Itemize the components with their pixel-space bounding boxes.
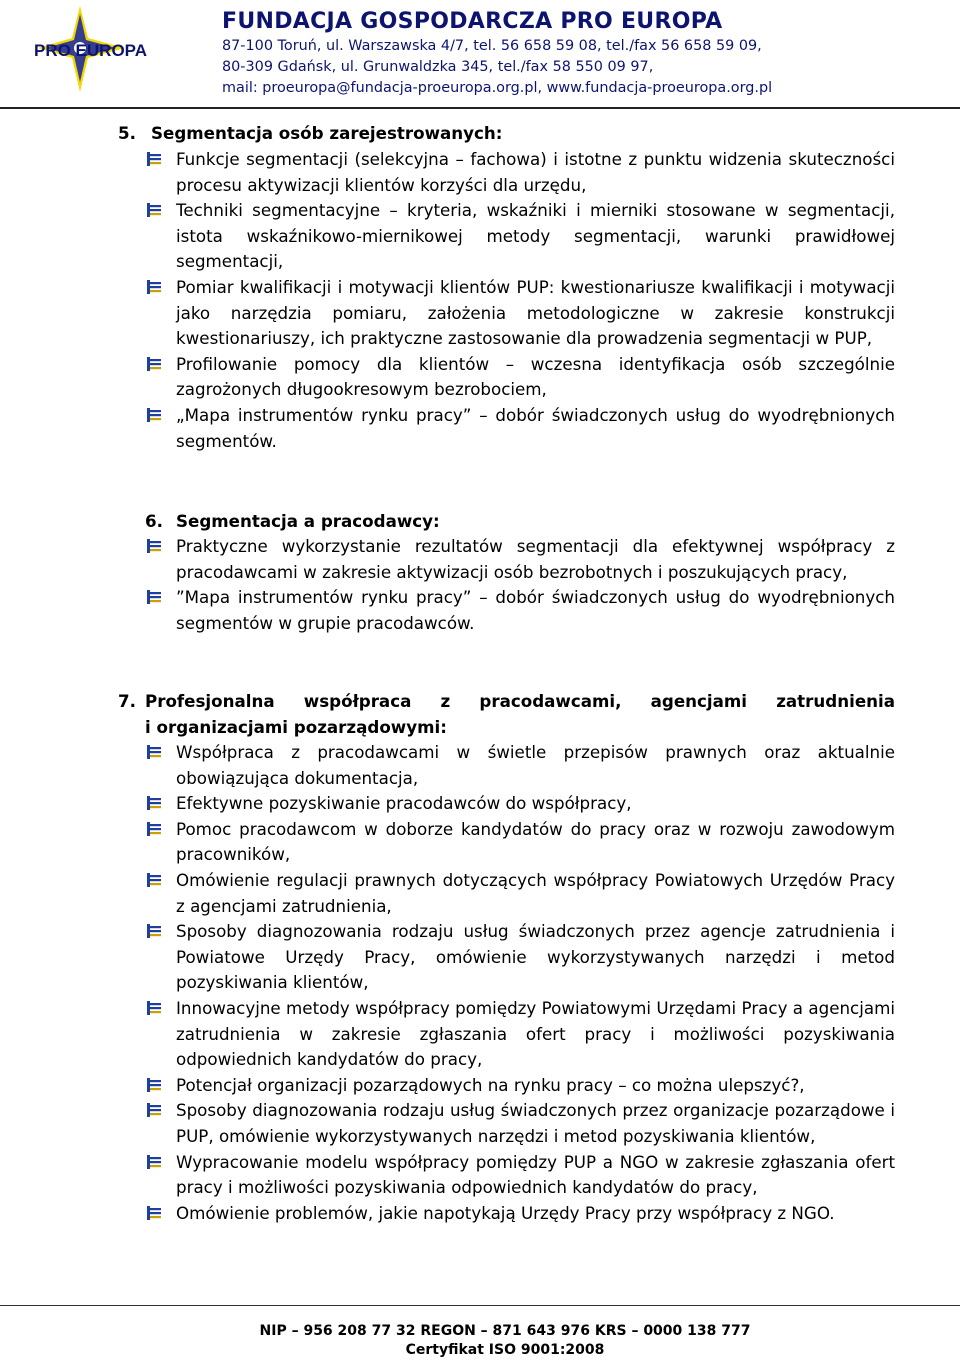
section-number: 5. [118, 123, 136, 143]
section-6-list [145, 534, 895, 636]
list-item: Funkcje segmentacji (selekcyjna – fachowa) i istotne z punktu widzenia skuteczności procesu aktywizacji klientów korzyści dla urzędu, [145, 147, 895, 198]
list-item: Omówienie problemów, jakie napotykają Urzędy Pracy przy współpracy z NGO. [145, 1201, 895, 1227]
bullet-icon [147, 1155, 163, 1169]
list-item: Sposoby diagnozowania rodzaju usług świadczonych przez organizacje pozarządowe i PUP, omówienie wykorzystywanych narzędzi i metod pozyskiwania klientów, [145, 1098, 895, 1149]
list-item: Pomoc pracodawcom w doborze kandydatów do pracy oraz w rozwoju zawodowym pracowników, [145, 817, 895, 868]
footer-divider [0, 1305, 960, 1306]
bullet-icon [147, 822, 163, 836]
bullet-icon [147, 590, 163, 604]
bullet-icon [147, 924, 163, 938]
logo-text: PRO EUROPA [34, 41, 148, 60]
bullet-icon [147, 1001, 163, 1015]
list-item: Praktyczne wykorzystanie rezultatów segmentacji dla efektywnej współpracy z pracodawcami w zakresie aktywizacji osób bezrobotnych i poszukujących pracy, [145, 534, 895, 585]
address-gdansk: 80-309 Gdańsk, ul. Grunwaldzka 345, tel./fax 58 550 09 97, [222, 59, 654, 75]
section-number: 6. [145, 511, 163, 531]
list-item: Efektywne pozyskiwanie pracodawców do współpracy, [145, 791, 895, 817]
iso-certificate: Certyfikat ISO 9001:2008 [405, 1342, 605, 1358]
bullet-icon [147, 796, 163, 810]
list-item: Wypracowanie modelu współpracy pomiędzy PUP a NGO w zakresie zgłaszania ofert pracy i możliwości pozyskiwania odpowiednich kandydatów do pracy, [145, 1150, 895, 1201]
bullet-icon [147, 152, 163, 166]
section-title: Profesjonalna współpraca z pracodawcami, agencjami zatrudnienia [145, 691, 895, 711]
list-item: Współpraca z pracodawcami w świetle przepisów prawnych oraz aktualnie obowiązująca dokumentacja, [145, 740, 895, 791]
bullet-icon [147, 1103, 163, 1117]
bullet-icon [147, 203, 163, 217]
list-item: Profilowanie pomocy dla klientów – wczesna identyfikacja osób szczególnie zagrożonych długookresowym bezrobociem, [145, 352, 895, 403]
list-item: ”Mapa instrumentów rynku pracy” – dobór świadczonych usług do wyodrębnionych segmentów w grupie pracodawców. [145, 585, 895, 636]
list-item: „Mapa instrumentów rynku pracy” – dobór świadczonych usług do wyodrębnionych segmentów. [145, 403, 895, 454]
bullet-icon [147, 745, 163, 759]
bullet-icon [147, 1206, 163, 1220]
registry-numbers: NIP – 956 208 77 32 REGON – 871 643 976 KRS – 0000 138 777 [259, 1323, 751, 1339]
list-item: Innowacyjne metody współpracy pomiędzy Powiatowymi Urzędami Pracy a agencjami zatrudnienia w zakresie zgłaszania ofert pracy i możliwości pozyskiwania odpowiednich kandydatów do pracy, [145, 996, 895, 1073]
list-item: Omówienie regulacji prawnych dotyczących współpracy Powiatowych Urzędów Pracy z agencjami zatrudnienia, [145, 868, 895, 919]
org-name: FUNDACJA GOSPODARCZA PRO EUROPA [222, 9, 723, 34]
bullet-icon [147, 280, 163, 294]
header-divider [0, 107, 960, 109]
letterhead [0, 0, 960, 110]
section-number: 7. [118, 691, 136, 711]
bullet-icon [147, 408, 163, 422]
address-torun: 87-100 Toruń, ul. Warszawska 4/7, tel. 56 658 59 08, tel./fax 56 658 59 09, [222, 38, 762, 54]
contact-line: mail: proeuropa@fundacja-proeuropa.org.pl, www.fundacja-proeuropa.org.pl [222, 80, 773, 96]
bullet-icon [147, 357, 163, 371]
bullet-icon [147, 873, 163, 887]
footer [0, 1322, 960, 1360]
list-item: Potencjał organizacji pozarządowych na rynku pracy – co można ulepszyć?, [145, 1073, 895, 1099]
bullet-icon [147, 1078, 163, 1092]
section-7-list [145, 740, 895, 1226]
section-title: Segmentacja a pracodawcy: [176, 511, 440, 531]
list-item: Sposoby diagnozowania rodzaju usług świadczonych przez agencje zatrudnienia i Powiatowe Urzędy Pracy, omówienie wykorzystywanych narzędzi i metod pozyskiwania klientów, [145, 919, 895, 996]
section-5-list [145, 147, 895, 454]
pro-europa-logo [30, 4, 205, 104]
list-item: Pomiar kwalifikacji i motywacji klientów PUP: kwestionariusze kwalifikacji i motywacji jako narzędzia pomiaru, założenia metodologiczne w zakresie konstrukcji kwestionariuszy, ich praktyczne zastosowanie dla prowadzenia segmentacji w PUP, [145, 275, 895, 352]
section-title-cont: i organizacjami pozarządowymi: [145, 717, 447, 737]
list-item: Techniki segmentacyjne – kryteria, wskaźniki i mierniki stosowane w segmentacji, istota wskaźnikowo-miernikowej metody segmentacji, warunki prawidłowej segmentacji, [145, 198, 895, 275]
bullet-icon [147, 539, 163, 553]
section-title: Segmentacja osób zarejestrowanych: [151, 123, 503, 143]
